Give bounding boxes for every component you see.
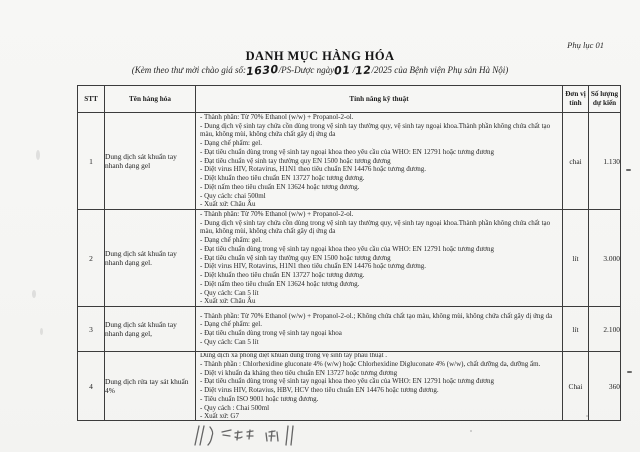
spec-line: - Diệt virus HIV, Rotavirus, H1N1 theo tiêu chuẩn EN 14476 hoặc tương đương. <box>200 262 426 271</box>
specs-list <box>196 353 562 420</box>
table-row <box>78 210 621 307</box>
item-specs-cell <box>196 352 563 421</box>
item-specs-cell <box>196 113 563 210</box>
unit-cell: Chai <box>563 352 589 421</box>
spec-line: - Đạt tiêu chuẩn dùng trong vệ sinh tay ngoại khoa theo yêu cầu của WHO: EN 12791 hoặc tương đương <box>200 244 495 253</box>
spec-line: - Dạng chế phẩm: gel. <box>200 139 263 148</box>
spec-line: - Thành phần: Từ 70% Ethanol (w/w) + Propanol-2-ol.; Không chứa chất tạo màu, không mùi, không chứa chất gây dị ứng da <box>200 311 553 320</box>
spec-line: - Quy cách: chai 500ml <box>200 191 266 200</box>
spec-line: - Quy cách: Can 5 lít <box>200 337 259 346</box>
spec-line: - Dung dịch vệ sinh tay chứa cồn dùng trong vệ sinh tay thường quy, vệ sinh tay ngoại khoa.Thành phần không chứa chất tạo màu, không mùi, không chứa chất gây dị ứng da <box>200 121 551 139</box>
spec-line: - Thành phần : Chlorhexidine gluconate 4% (w/w) hoặc Chlorhexidine Digluconate 4% (w/w), chất dưỡng da, dưỡng ẩm. <box>200 359 541 368</box>
spec-line: - Đạt tiêu chuẩn dùng trong vệ sinh tay ngoại khoa theo yêu cầu của WHO: EN 12791 hoặc tương đương <box>200 377 495 386</box>
row-number-cell: 1 <box>78 113 105 210</box>
handwritten-document-number: 1630 <box>245 62 280 79</box>
spec-line: - Diệt nấm theo tiêu chuẩn EN 13624 hoặc tương đương. <box>200 182 360 191</box>
subtitle-text-part1: (Kèm theo thư mời chào giá số: <box>131 65 246 75</box>
unit-cell: chai <box>563 113 589 210</box>
appendix-label: Phụ lục 01 <box>567 40 604 50</box>
scan-speck <box>626 169 631 171</box>
spec-line: - Diệt virus HIV, Rotavius, HBV, HCV theo tiêu chuẩn EN 14476 hoặc tương đương. <box>200 386 439 394</box>
row-number-cell: 4 <box>78 352 105 421</box>
quantity-cell: 2.100 <box>589 307 621 352</box>
col-header-item-name: Tên hàng hóa <box>105 86 196 113</box>
spec-line: - Xuất xứ: Châu Âu <box>200 200 256 209</box>
spec-line: - Xuất xứ: G7 <box>200 412 239 420</box>
spec-line: Dung dịch xà phòng diệt khuẩn dùng trong vệ sinh tay phẫu thuật . <box>200 352 388 359</box>
spec-line: - Diệt khuẩn theo tiêu chuẩn EN 13727 hoặc tương đương. <box>200 174 365 183</box>
table-header-row <box>78 86 621 113</box>
spec-line: - Xuất xứ: Châu Âu <box>200 297 256 306</box>
quantity-cell: 1.130 <box>589 113 621 210</box>
scan-speck <box>470 430 472 432</box>
spec-line: - Đạt tiêu chuẩn vệ sinh tay thường quy EN 1500 hoặc tương đương <box>200 156 391 165</box>
spec-line: - Đạt tiêu chuẩn vệ sinh tay thường quy EN 1500 hoặc tương đương <box>200 253 391 262</box>
col-header-unit: Đơn vị tính <box>563 86 589 113</box>
spec-line: - Diệt nấm theo tiêu chuẩn EN 13624 hoặc tương đương. <box>200 279 360 288</box>
spec-line: - Dạng chế phẩm: gel. <box>200 320 263 329</box>
spec-line: - Quy cách : Chai 500ml <box>200 403 270 412</box>
document-subtitle <box>0 62 640 79</box>
handwritten-scribble <box>192 423 302 449</box>
subtitle-text-part2: /PS-Dược ngày <box>278 65 335 75</box>
specs-list <box>196 211 562 306</box>
item-specs-cell <box>196 307 563 352</box>
col-header-quantity: Số lượng dự kiến <box>589 86 621 113</box>
quantity-cell: 3.000 <box>589 210 621 307</box>
item-specs-cell <box>196 210 563 307</box>
item-name-cell: Dung dịch rửa tay sát khuẩn 4% <box>105 352 196 421</box>
subtitle-text-part4: /2025 của Bệnh viện Phụ sản Hà Nội) <box>371 65 509 75</box>
scan-speck <box>586 415 588 417</box>
goods-table <box>77 85 621 421</box>
item-name-cell: Dung dịch sát khuẩn tay nhanh dạng gel. <box>105 210 196 307</box>
table-row <box>78 352 621 421</box>
spec-line: - Đạt tiêu chuẩn dùng trong vệ sinh tay ngoại khoa <box>200 329 342 337</box>
handwritten-month: 12 <box>354 63 372 78</box>
scan-speck <box>627 371 632 373</box>
scan-smudge <box>32 290 36 298</box>
page-title: DANH MỤC HÀNG HÓA <box>245 49 395 63</box>
subtitle-text-part3: / <box>350 65 356 75</box>
scan-smudge <box>40 328 43 335</box>
item-name-cell: Dung dịch sát khuẩn tay nhanh dạng gel, <box>105 307 196 352</box>
spec-line: - Thành phần: Từ 70% Ethanol (w/w) + Propanol-2-ol. <box>200 113 354 121</box>
table-row <box>78 307 621 352</box>
row-number-cell: 2 <box>78 210 105 307</box>
scan-smudge <box>36 150 40 160</box>
spec-line: - Đạt tiêu chuẩn dùng trong vệ sinh tay ngoại khoa theo yêu cầu của WHO: EN 12791 hoặc tương đương <box>200 147 495 156</box>
table-row <box>78 113 621 210</box>
spec-line: - Diệt virus HIV, Rotavirus, H1N1 theo tiêu chuẩn EN 14476 hoặc tương đương. <box>200 165 426 174</box>
spec-line: - Diệt vi khuẩn đa kháng theo tiêu chuẩn EN 13727 hoặc tương đương <box>200 368 398 377</box>
col-header-stt: STT <box>78 86 105 113</box>
specs-list <box>196 308 562 351</box>
specs-list <box>196 114 562 209</box>
spec-line: - Quy cách: Can 5 lít <box>200 288 259 297</box>
spec-line: - Dung dịch vệ sinh tay chứa cồn dùng trong vệ sinh tay thường quy, vệ sinh tay ngoại khoa.Thành phần không chứa chất tạo màu, không mùi, không chứa chất gây dị ứng da <box>200 218 551 236</box>
spec-line: - Diệt khuẩn theo tiêu chuẩn EN 13727 hoặc tương đương. <box>200 271 365 280</box>
unit-cell: lít <box>563 210 589 307</box>
spec-line: - Thành phần: Từ 70% Ethanol (w/w) + Propanol-2-ol. <box>200 210 354 218</box>
goods-table-body <box>78 113 621 421</box>
col-header-specs: Tính năng kỹ thuật <box>196 86 563 113</box>
spec-line: - Tiêu chuẩn ISO 9001 hoặc tương đương. <box>200 394 319 403</box>
handwritten-day: 01 <box>333 63 351 78</box>
row-number-cell: 3 <box>78 307 105 352</box>
unit-cell: lít <box>563 307 589 352</box>
quantity-cell: 360 <box>589 352 621 421</box>
item-name-cell: Dung dịch sát khuẩn tay nhanh dạng gel <box>105 113 196 210</box>
spec-line: - Dạng chế phẩm: gel. <box>200 236 263 245</box>
